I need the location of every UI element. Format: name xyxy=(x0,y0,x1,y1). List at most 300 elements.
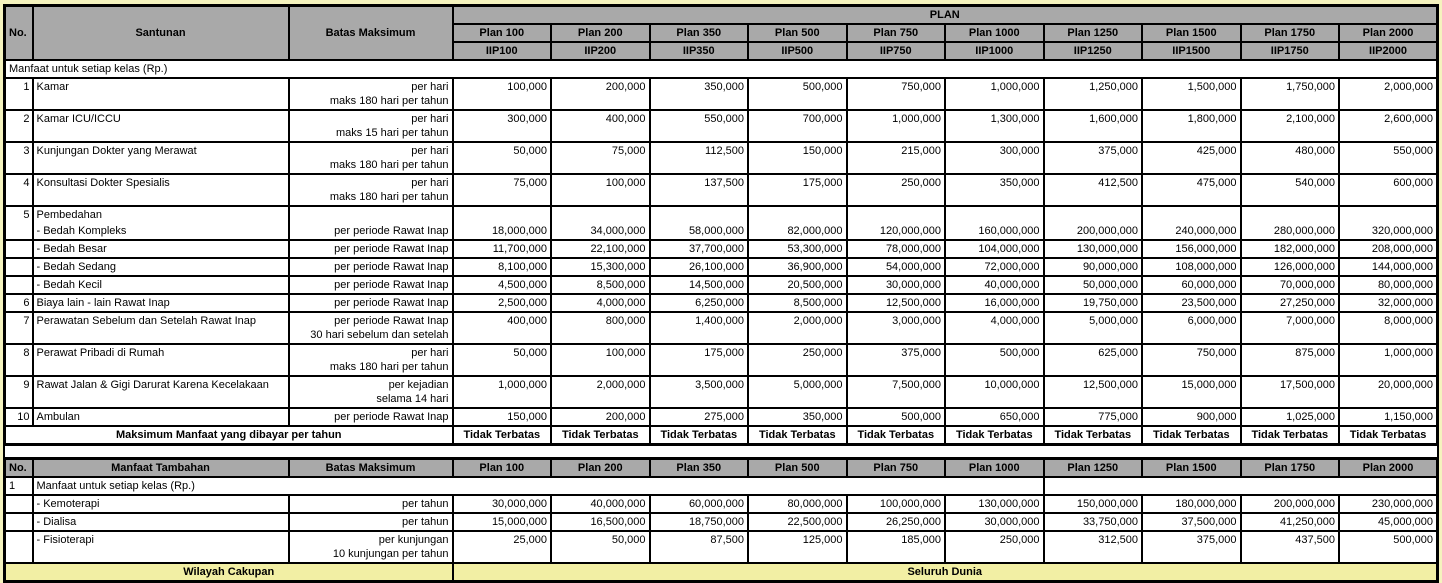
value-cell xyxy=(453,223,552,240)
text-line: 100,000 xyxy=(605,177,646,189)
tables-gap xyxy=(3,446,1439,457)
additional-benefits-table xyxy=(3,457,1439,583)
text-line: 750,000 xyxy=(1196,347,1237,359)
text-line: Plan 1750 xyxy=(1264,462,1316,474)
text-line: Plan 1000 xyxy=(968,462,1020,474)
value-cell xyxy=(847,223,946,240)
value-cell xyxy=(1142,495,1241,513)
text-line: 9 xyxy=(23,379,30,391)
value-cell xyxy=(847,408,946,426)
value-cell xyxy=(945,110,1044,142)
text-line: 82,000,000 xyxy=(787,225,843,237)
benefit-name-cell xyxy=(33,110,289,142)
coverage-value-cell xyxy=(453,563,1438,582)
value-cell xyxy=(1339,376,1438,408)
row-number-cell xyxy=(5,312,33,344)
text-line: 25,000 xyxy=(513,534,547,546)
value-cell xyxy=(551,495,650,513)
text-line: 375,000 xyxy=(1196,534,1237,546)
value-cell xyxy=(1044,376,1143,408)
text-line: 500,000 xyxy=(1393,534,1433,546)
benefit-name-cell xyxy=(33,174,289,206)
value-cell xyxy=(453,376,552,408)
value-cell xyxy=(1142,174,1241,206)
value-cell xyxy=(748,276,847,294)
text-line: Plan 1500 xyxy=(1165,462,1217,474)
value-cell xyxy=(748,312,847,344)
text-line: 100,000,000 xyxy=(879,498,941,510)
row-number-cell xyxy=(5,174,33,206)
text-line: 175,000 xyxy=(802,177,843,189)
value-cell xyxy=(1142,531,1241,563)
value-cell xyxy=(650,174,749,206)
value-cell xyxy=(748,142,847,174)
text-line: 70,000,000 xyxy=(1279,279,1335,291)
text-line: Konsultasi Dokter Spesialis xyxy=(36,177,170,189)
unlimited-cell xyxy=(847,426,946,445)
value-cell xyxy=(1142,294,1241,312)
text-line: maks 180 hari per tahun xyxy=(329,95,449,107)
text-line: 26,100,000 xyxy=(688,261,744,273)
plan-column-header xyxy=(551,459,650,478)
text-line: 500,000 xyxy=(802,81,843,93)
value-cell xyxy=(1339,240,1438,258)
value-cell xyxy=(1044,276,1143,294)
value-cell xyxy=(748,408,847,426)
value-cell xyxy=(1241,223,1340,240)
value-cell xyxy=(453,294,552,312)
plan-column-header xyxy=(945,24,1044,42)
value-cell xyxy=(453,531,552,563)
value-cell xyxy=(1044,344,1143,376)
text-line: Plan 350 xyxy=(676,27,722,39)
table-row xyxy=(5,563,1438,582)
text-line: Plan 1250 xyxy=(1067,27,1119,39)
value-cell xyxy=(551,142,650,174)
text-line: 40,000,000 xyxy=(590,498,646,510)
value-cell xyxy=(748,206,847,223)
text-line: 540,000 xyxy=(1295,177,1335,189)
table-row xyxy=(5,477,1438,495)
row-number-cell xyxy=(5,477,33,495)
value-cell xyxy=(551,78,650,110)
text-line: maks 180 hari per tahun xyxy=(329,191,449,203)
value-cell xyxy=(748,240,847,258)
text-line: 5,000,000 xyxy=(793,379,843,391)
text-line: Pembedahan xyxy=(36,209,102,221)
text-line: 300,000 xyxy=(999,145,1040,157)
value-cell xyxy=(1241,240,1340,258)
text-line: 10 xyxy=(17,411,30,423)
text-line: 150,000,000 xyxy=(1076,498,1138,510)
limit-cell xyxy=(289,110,453,142)
benefit-name-cell xyxy=(33,240,289,258)
value-cell xyxy=(847,78,946,110)
text-line: 2,000,000 xyxy=(793,315,843,327)
value-cell xyxy=(847,206,946,223)
benefits-table-body xyxy=(5,60,1438,445)
value-cell xyxy=(748,258,847,276)
value-cell xyxy=(945,276,1044,294)
plan-column-header xyxy=(1044,24,1143,42)
value-cell xyxy=(945,258,1044,276)
text-line: IIP350 xyxy=(682,45,715,57)
text-line: 15,300,000 xyxy=(590,261,646,273)
text-line: per periode Rawat Inap xyxy=(334,411,449,423)
text-line: 36,900,000 xyxy=(787,261,843,273)
text-line: 437,500 xyxy=(1295,534,1335,546)
value-cell xyxy=(748,174,847,206)
row-number-cell xyxy=(5,78,33,110)
text-line: 130,000,000 xyxy=(1076,243,1138,255)
value-cell xyxy=(748,294,847,312)
text-line: 137,500 xyxy=(704,177,744,189)
value-cell xyxy=(1044,206,1143,223)
value-cell xyxy=(748,376,847,408)
plan-column-header xyxy=(748,24,847,42)
text-line: Tidak Terbatas xyxy=(660,429,738,441)
table-row xyxy=(5,174,1438,206)
unlimited-cell xyxy=(650,426,749,445)
unlimited-cell xyxy=(1044,426,1143,445)
text-line: per periode Rawat Inap xyxy=(334,297,449,309)
value-cell xyxy=(1044,495,1143,513)
text-line: 150,000 xyxy=(507,411,547,423)
plan-column-header xyxy=(1142,459,1241,478)
value-cell xyxy=(1241,376,1340,408)
text-line: 4,000,000 xyxy=(596,297,646,309)
limit-cell xyxy=(289,240,453,258)
text-line: 15,000,000 xyxy=(1181,379,1237,391)
text-line: 275,000 xyxy=(704,411,744,423)
benefit-name-cell xyxy=(33,276,289,294)
text-line: Plan 100 xyxy=(479,462,525,474)
value-cell xyxy=(1142,78,1241,110)
value-cell xyxy=(453,408,552,426)
value-cell xyxy=(1142,223,1241,240)
limit-cell xyxy=(289,174,453,206)
value-cell xyxy=(551,276,650,294)
text-line: Batas Maksimum xyxy=(325,462,416,474)
text-line: 1,750,000 xyxy=(1286,81,1335,93)
text-line: 480,000 xyxy=(1295,145,1335,157)
text-line: 15,000,000 xyxy=(491,516,547,528)
row-number-cell xyxy=(5,408,33,426)
text-line: 625,000 xyxy=(1098,347,1138,359)
value-cell xyxy=(1339,110,1438,142)
text-line: 53,300,000 xyxy=(787,243,843,255)
value-cell xyxy=(847,142,946,174)
text-line: No. xyxy=(9,27,27,39)
value-cell xyxy=(847,174,946,206)
plan-column-header xyxy=(1241,459,1340,478)
text-line: 180,000,000 xyxy=(1175,498,1237,510)
text-line: Tidak Terbatas xyxy=(1251,429,1329,441)
value-cell xyxy=(945,376,1044,408)
text-line: Perawat Pribadi di Rumah xyxy=(36,347,165,359)
text-line: Plan 2000 xyxy=(1362,462,1414,474)
text-line: 87,500 xyxy=(710,534,744,546)
text-line: 100,000 xyxy=(605,347,646,359)
text-line: Plan 750 xyxy=(873,27,919,39)
value-cell xyxy=(650,240,749,258)
value-cell xyxy=(847,531,946,563)
value-cell xyxy=(551,513,650,531)
additional-benefits-table-body xyxy=(5,477,1438,582)
text-line: 78,000,000 xyxy=(885,243,941,255)
value-cell xyxy=(650,531,749,563)
value-cell xyxy=(748,513,847,531)
limit-cell xyxy=(289,531,453,563)
text-line: 1,025,000 xyxy=(1286,411,1335,423)
text-line: 32,000,000 xyxy=(1377,297,1433,309)
value-cell xyxy=(650,408,749,426)
value-cell xyxy=(650,223,749,240)
text-line: IIP1250 xyxy=(1073,45,1112,57)
text-line: Plan 1250 xyxy=(1067,462,1119,474)
text-line: 200,000 xyxy=(605,81,646,93)
value-cell xyxy=(945,174,1044,206)
text-line: 250,000 xyxy=(999,534,1040,546)
text-line: 800,000 xyxy=(605,315,646,327)
text-line: 7 xyxy=(23,315,30,327)
value-cell xyxy=(650,312,749,344)
text-line: 425,000 xyxy=(1196,145,1237,157)
value-cell xyxy=(847,240,946,258)
plan-column-header xyxy=(847,24,946,42)
benefit-column-header xyxy=(33,6,289,61)
text-line: Perawatan Sebelum dan Setelah Rawat Inap xyxy=(36,315,257,327)
plan-column-header xyxy=(453,24,552,42)
value-cell xyxy=(847,294,946,312)
benefit-name-cell xyxy=(33,78,289,110)
value-cell xyxy=(748,223,847,240)
text-line: Santunan xyxy=(135,27,186,39)
table-row xyxy=(5,142,1438,174)
value-cell xyxy=(453,78,552,110)
text-line: IIP1500 xyxy=(1172,45,1211,57)
value-cell xyxy=(1142,344,1241,376)
text-line: 104,000,000 xyxy=(978,243,1040,255)
text-line: 750,000 xyxy=(901,81,941,93)
value-cell xyxy=(650,258,749,276)
value-cell xyxy=(551,294,650,312)
text-line: 72,000,000 xyxy=(984,261,1040,273)
section-empty-cell xyxy=(1044,477,1438,495)
text-line: 1,300,000 xyxy=(990,113,1040,125)
value-cell xyxy=(551,344,650,376)
plan-code-header xyxy=(847,42,946,60)
text-line: 16,500,000 xyxy=(590,516,646,528)
row-number-cell xyxy=(5,513,33,531)
plan-column-header xyxy=(453,459,552,478)
text-line: 18,000,000 xyxy=(491,225,547,237)
text-line: per hari xyxy=(411,81,449,93)
value-cell xyxy=(453,312,552,344)
text-line: per kejadian xyxy=(388,379,449,391)
text-line: 1 xyxy=(9,480,16,492)
text-line: 22,500,000 xyxy=(787,516,843,528)
benefit-name-cell xyxy=(33,513,289,531)
text-line: 900,000 xyxy=(1196,411,1237,423)
text-line: 156,000,000 xyxy=(1175,243,1237,255)
text-line: 50,000 xyxy=(611,534,646,546)
text-line: Manfaat untuk setiap kelas (Rp.) xyxy=(36,480,195,492)
table-row xyxy=(5,344,1438,376)
text-line: Batas Maksimum xyxy=(325,27,416,39)
row-number-cell xyxy=(5,142,33,174)
value-cell xyxy=(1241,294,1340,312)
value-cell xyxy=(1241,258,1340,276)
text-line: Manfaat untuk setiap kelas (Rp.) xyxy=(9,63,168,75)
row-number-cell xyxy=(5,294,33,312)
unlimited-cell xyxy=(1339,426,1438,445)
text-line: 160,000,000 xyxy=(978,225,1040,237)
value-cell xyxy=(551,174,650,206)
value-cell xyxy=(1142,110,1241,142)
text-line: 1,250,000 xyxy=(1089,81,1138,93)
row-number-cell xyxy=(5,495,33,513)
value-cell xyxy=(1241,142,1340,174)
text-line: 775,000 xyxy=(1098,411,1138,423)
benefit-name-cell xyxy=(33,531,289,563)
value-cell xyxy=(650,513,749,531)
plan-code-header xyxy=(1142,42,1241,60)
value-cell xyxy=(1339,495,1438,513)
text-line: - Bedah Besar xyxy=(36,243,107,255)
limit-cell xyxy=(289,513,453,531)
limit-cell xyxy=(289,223,453,240)
text-line: 75,000 xyxy=(611,145,646,157)
text-line: Plan 500 xyxy=(774,462,820,474)
text-line: 23,500,000 xyxy=(1181,297,1237,309)
text-line: 550,000 xyxy=(1393,145,1433,157)
value-cell xyxy=(1241,206,1340,223)
plan-column-header xyxy=(1339,24,1438,42)
value-cell xyxy=(1142,376,1241,408)
limit-cell xyxy=(289,206,453,223)
text-line: - Bedah Kompleks xyxy=(36,225,127,237)
value-cell xyxy=(1142,258,1241,276)
benefit-column-header xyxy=(33,459,289,478)
text-line: 230,000,000 xyxy=(1371,498,1433,510)
value-cell xyxy=(748,531,847,563)
limit-cell xyxy=(289,344,453,376)
plan-code-header xyxy=(1241,42,1340,60)
value-cell xyxy=(650,294,749,312)
text-line: 30 hari sebelum dan setelah xyxy=(310,329,449,341)
value-cell xyxy=(1044,513,1143,531)
text-line: Plan 100 xyxy=(479,27,525,39)
text-line: 50,000 xyxy=(513,145,547,157)
text-line: 33,750,000 xyxy=(1082,516,1138,528)
table-row xyxy=(5,223,1438,240)
text-line: 100,000 xyxy=(507,81,547,93)
value-cell xyxy=(748,78,847,110)
text-line: 200,000,000 xyxy=(1076,225,1138,237)
text-line: 50,000 xyxy=(513,347,547,359)
text-line: IIP1000 xyxy=(975,45,1014,57)
text-line: Tidak Terbatas xyxy=(955,429,1033,441)
text-line: per hari xyxy=(411,113,449,125)
text-line: 50,000,000 xyxy=(1082,279,1138,291)
value-cell xyxy=(945,78,1044,110)
value-cell xyxy=(650,142,749,174)
text-line: 475,000 xyxy=(1196,177,1237,189)
text-line: per periode Rawat Inap xyxy=(334,279,449,291)
text-line: 19,750,000 xyxy=(1082,297,1138,309)
text-line: 208,000,000 xyxy=(1371,243,1433,255)
benefit-name-cell xyxy=(33,344,289,376)
value-cell xyxy=(1142,240,1241,258)
value-cell xyxy=(945,223,1044,240)
value-cell xyxy=(1142,312,1241,344)
row-number-cell xyxy=(5,206,33,223)
text-line: 1,500,000 xyxy=(1187,81,1237,93)
row-number-cell xyxy=(5,531,33,563)
value-cell xyxy=(847,513,946,531)
value-cell xyxy=(453,110,552,142)
text-line: 5,000,000 xyxy=(1089,315,1138,327)
value-cell xyxy=(945,513,1044,531)
value-cell xyxy=(945,408,1044,426)
plan-code-header xyxy=(650,42,749,60)
value-cell xyxy=(1339,258,1438,276)
text-line: No. xyxy=(9,462,27,474)
plan-column-header xyxy=(748,459,847,478)
plan-code-header xyxy=(1044,42,1143,60)
text-line: IIP500 xyxy=(781,45,814,57)
text-line: Rawat Jalan & Gigi Darurat Karena Kecelakaan xyxy=(36,379,269,391)
text-line: 30,000,000 xyxy=(984,516,1040,528)
row-number-cell xyxy=(5,344,33,376)
text-line: 41,250,000 xyxy=(1279,516,1335,528)
text-line: 80,000,000 xyxy=(1377,279,1433,291)
text-line: 1 xyxy=(23,81,30,93)
value-cell xyxy=(748,110,847,142)
text-line: 8,500,000 xyxy=(793,297,843,309)
value-cell xyxy=(1241,513,1340,531)
text-line: 1,600,000 xyxy=(1089,113,1138,125)
text-line: 350,000 xyxy=(999,177,1040,189)
value-cell xyxy=(453,206,552,223)
text-line: Tidak Terbatas xyxy=(758,429,836,441)
text-line: Ambulan xyxy=(36,411,80,423)
value-cell xyxy=(1339,294,1438,312)
text-line: 320,000,000 xyxy=(1371,225,1433,237)
value-cell xyxy=(1339,276,1438,294)
text-line: PLAN xyxy=(929,9,960,21)
text-line: Tidak Terbatas xyxy=(1349,429,1427,441)
row-number-cell xyxy=(5,276,33,294)
text-line: 1,000,000 xyxy=(892,113,941,125)
text-line: Plan 750 xyxy=(873,462,919,474)
value-cell xyxy=(551,531,650,563)
value-cell xyxy=(748,344,847,376)
plan-code-header xyxy=(945,42,1044,60)
text-line: Manfaat Tambahan xyxy=(111,462,210,474)
text-line: 182,000,000 xyxy=(1273,243,1335,255)
text-line: 126,000,000 xyxy=(1273,261,1335,273)
text-line: 130,000,000 xyxy=(978,498,1040,510)
text-line: Kamar ICU/ICCU xyxy=(36,113,121,125)
value-cell xyxy=(1339,531,1438,563)
value-cell xyxy=(945,312,1044,344)
value-cell xyxy=(1339,206,1438,223)
text-line: 40,000,000 xyxy=(984,279,1040,291)
no-column-header xyxy=(5,6,33,61)
text-line: Wilayah Cakupan xyxy=(183,566,275,578)
